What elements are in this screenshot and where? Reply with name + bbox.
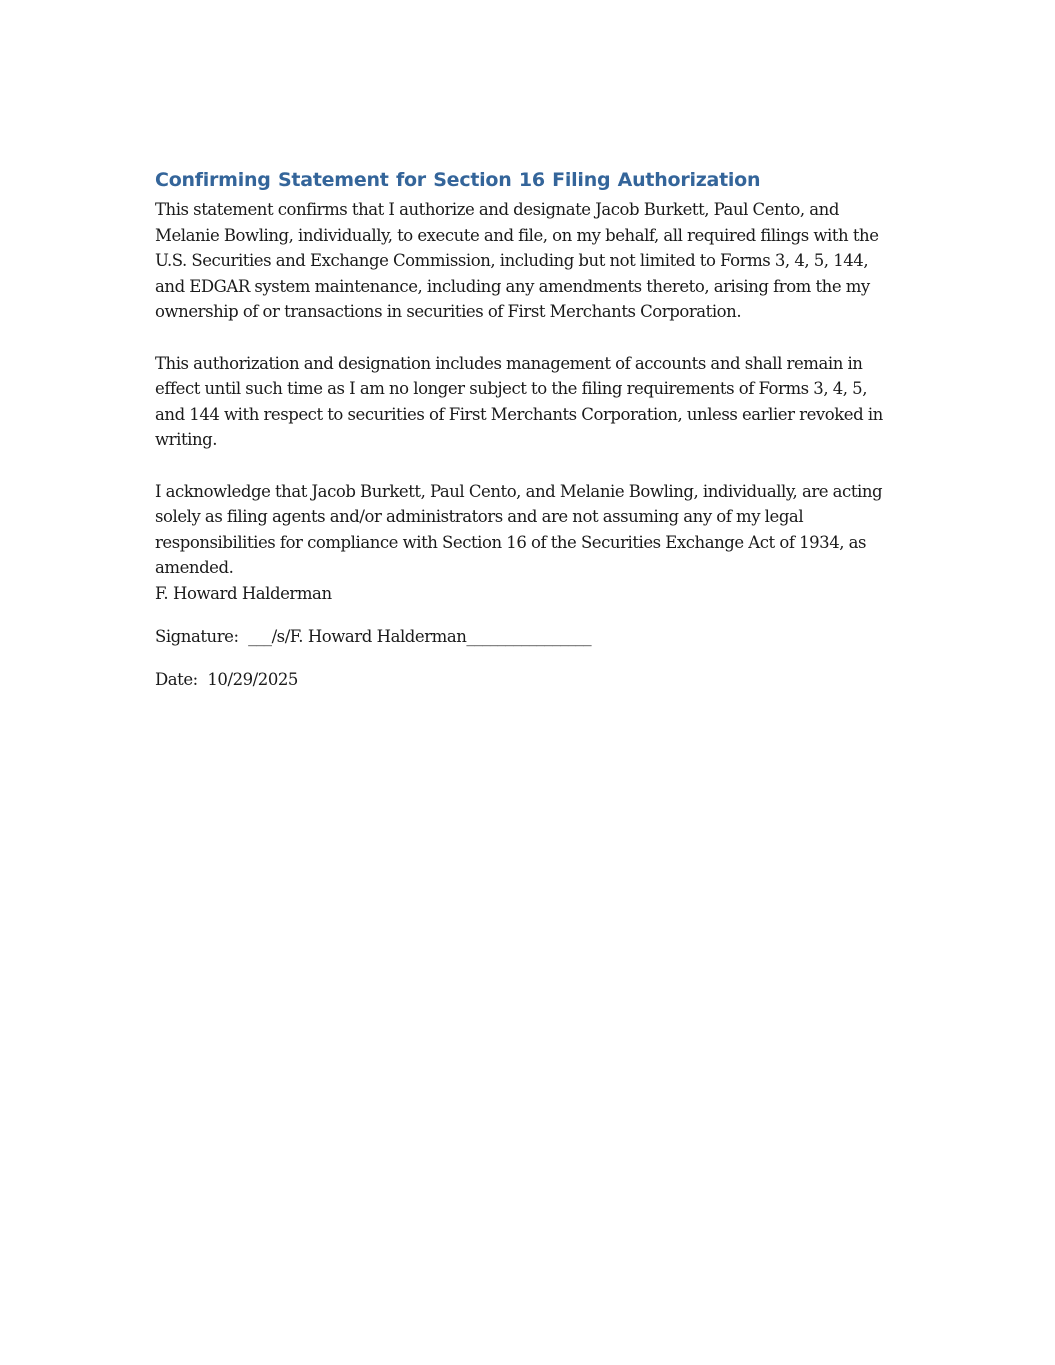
- acknowledgement-paragraph: I acknowledge that Jacob Burkett, Paul Cento, and Melanie Bowling, individually, are acting solely as filing agents and/or administrators and are not assuming any of my legal responsibilities for compliance with Section 16 of the Securities Exchange Act of 1934, as amended.: [155, 481, 883, 578]
- date-value: 10/29/2025: [207, 669, 298, 689]
- document-body: [155, 166, 900, 692]
- authorization-paragraph: This statement confirms that I authorize and designate Jacob Burkett, Paul Cento, and Melanie Bowling, individually, to execute and file, on my behalf, all required filings with the U.S. Securities and Exchange Commission, including but not limited to Forms 3, 4, 5, 144, and EDGAR system maintenance, including any amendments thereto, arising from the my ownership of or transactions in securities of First Merchants Corporation.: [155, 200, 879, 322]
- date-label: Date:: [155, 669, 198, 689]
- signature-label: Signature:: [155, 626, 239, 646]
- date-line: [155, 667, 900, 692]
- signature-value: ___/s/F. Howard Halderman________________: [248, 626, 592, 646]
- signer-name: F. Howard Halderman: [155, 583, 332, 603]
- paragraph-spacer: [155, 453, 900, 479]
- signature-line: [155, 624, 900, 649]
- document-title: Confirming Statement for Section 16 Filing Authorization: [155, 169, 761, 191]
- paragraph-spacer: [155, 325, 900, 351]
- designation-paragraph: This authorization and designation includes management of accounts and shall remain in effect until such time as I am no longer subject to the filing requirements of Forms 3, 4, 5, and 144 with respect to securities of First Merchants Corporation, unless earlier revoked in writing.: [155, 353, 883, 450]
